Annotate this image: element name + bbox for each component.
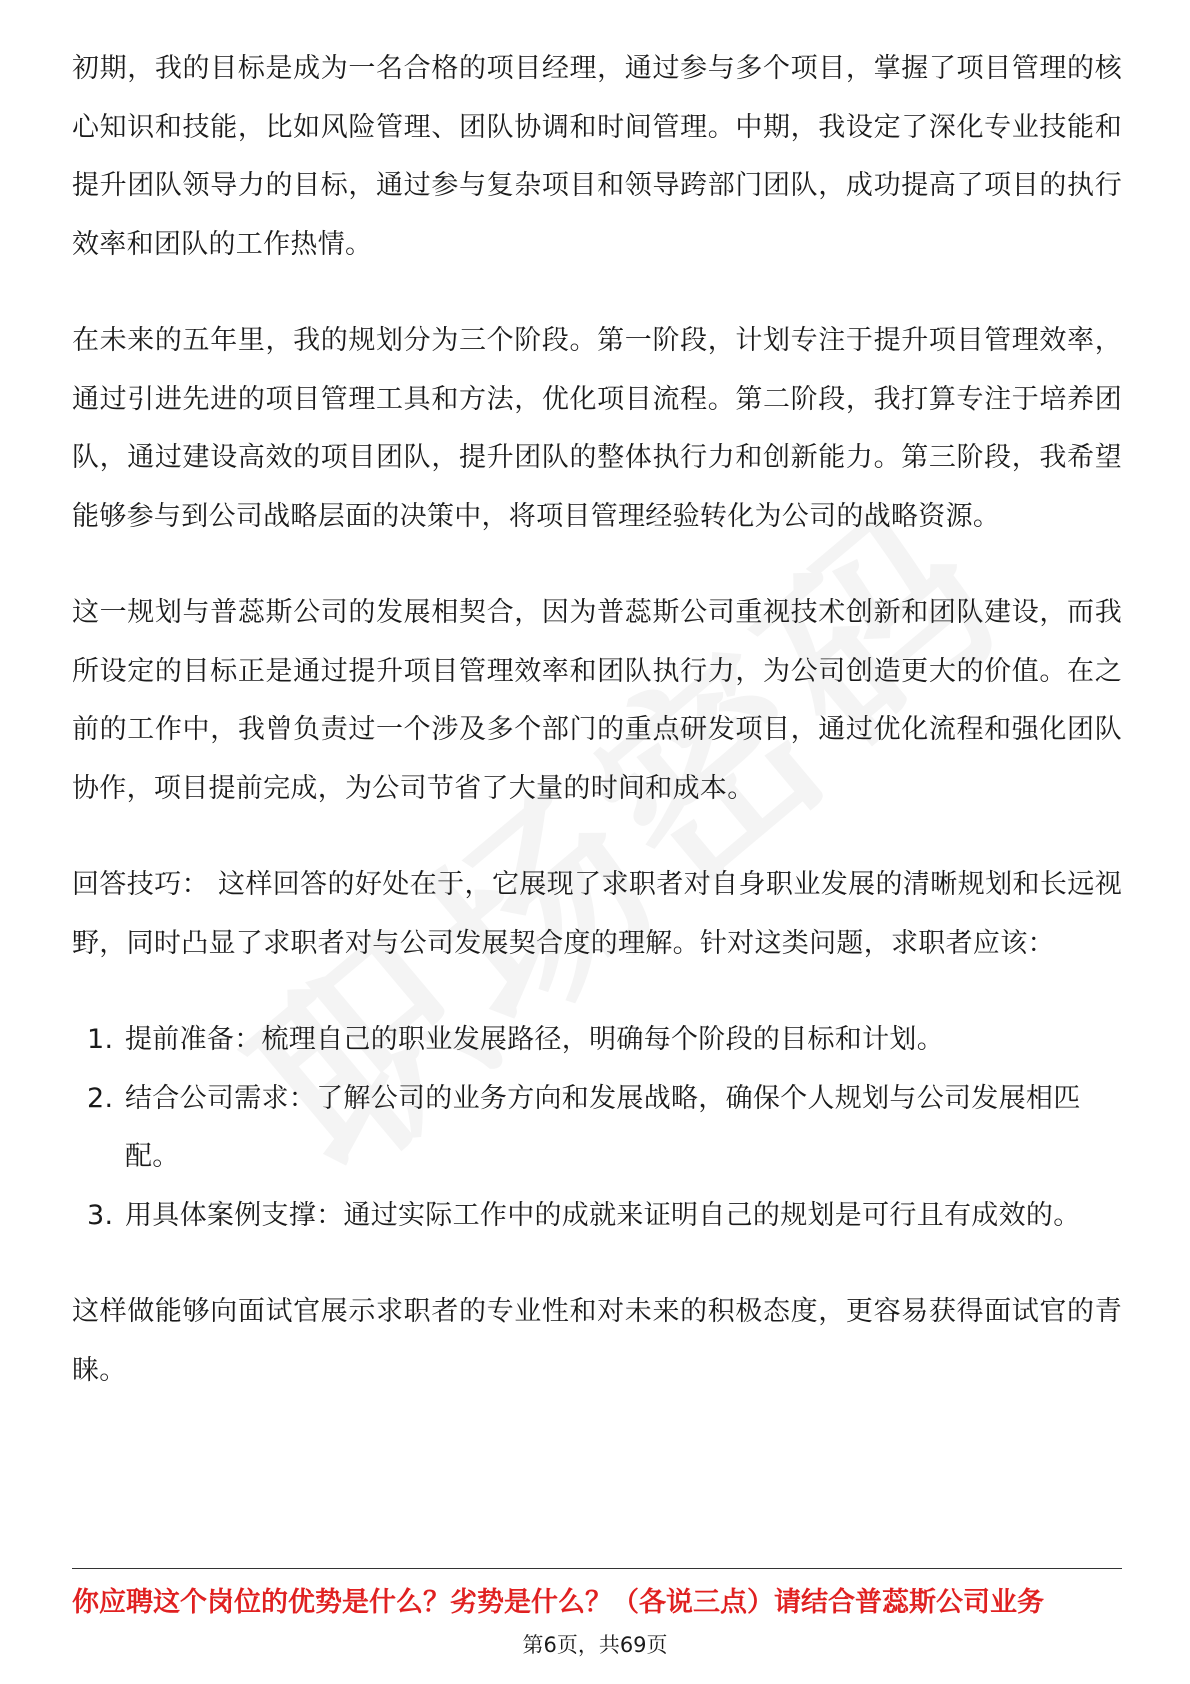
paragraph-five-year-plan: 在未来的五年里，我的规划分为三个阶段。第一阶段，计划专注于提升项目管理效率，通过引进先进的项目管理工具和方法，优化项目流程。第二阶段，我打算专注于培养团队，通过建设高效的项目团队，提升团队的整体执行力和创新能力。第三阶段，我希望能够参与到公司战略层面的决策中，将项目管理经验转化为公司的战略资源。 <box>72 325 1122 532</box>
paragraph-career-history: 初期，我的目标是成为一名合格的项目经理，通过参与多个项目，掌握了项目管理的核心知识和技能，比如风险管理、团队协调和时间管理。中期，我设定了深化专业技能和提升团队领导力的目标，通过参与复杂项目和领导跨部门团队，成功提高了项目的执行效率和团队的工作热情。 <box>72 53 1122 260</box>
paragraph-company-fit: 这一规划与普蕊斯公司的发展相契合，因为普蕊斯公司重视技术创新和团队建设，而我所设定的目标正是通过提升项目管理效率和团队执行力，为公司创造更大的价值。在之前的工作中，我曾负责过一个涉及多个部门的重点研发项目，通过优化流程和强化团队协作，项目提前完成，为公司节省了大量的时间和成本。 <box>72 597 1122 804</box>
list-item-number: 1. <box>87 1024 114 1055</box>
list-item <box>72 1187 1122 1246</box>
list-item-text: 结合公司需求：了解公司的业务方向和发展战略，确保个人规划与公司发展相匹配。 <box>125 1082 1081 1172</box>
tips-list <box>72 1011 1122 1245</box>
next-question-heading: 你应聘这个岗位的优势是什么？劣势是什么？（各说三点）请结合普蕊斯公司业务 <box>72 1587 1044 1618</box>
list-item-text: 用具体案例支撑：通过实际工作中的成就来证明自己的规划是可行且有成效的。 <box>125 1199 1081 1231</box>
page-number: 第6页，共69页 <box>522 1633 668 1657</box>
paragraph-closing: 这样做能够向面试官展示求职者的专业性和对未来的积极态度，更容易获得面试官的青睐。 <box>72 1296 1122 1386</box>
list-item <box>72 1011 1122 1070</box>
list-item-number: 2. <box>87 1082 114 1114</box>
list-item <box>72 1070 1122 1187</box>
footer-divider <box>72 1568 1122 1569</box>
list-item-text: 提前准备：梳理自己的职业发展路径，明确每个阶段的目标和计划。 <box>125 1024 944 1055</box>
list-item-number: 3. <box>87 1199 114 1231</box>
document-body <box>72 40 1122 1438</box>
paragraph-answer-tips: 回答技巧： 这样回答的好处在于，它展现了求职者对自身职业发展的清晰规划和长远视野，同时凸显了求职者对与公司发展契合度的理解。针对这类问题，求职者应该： <box>72 869 1122 959</box>
